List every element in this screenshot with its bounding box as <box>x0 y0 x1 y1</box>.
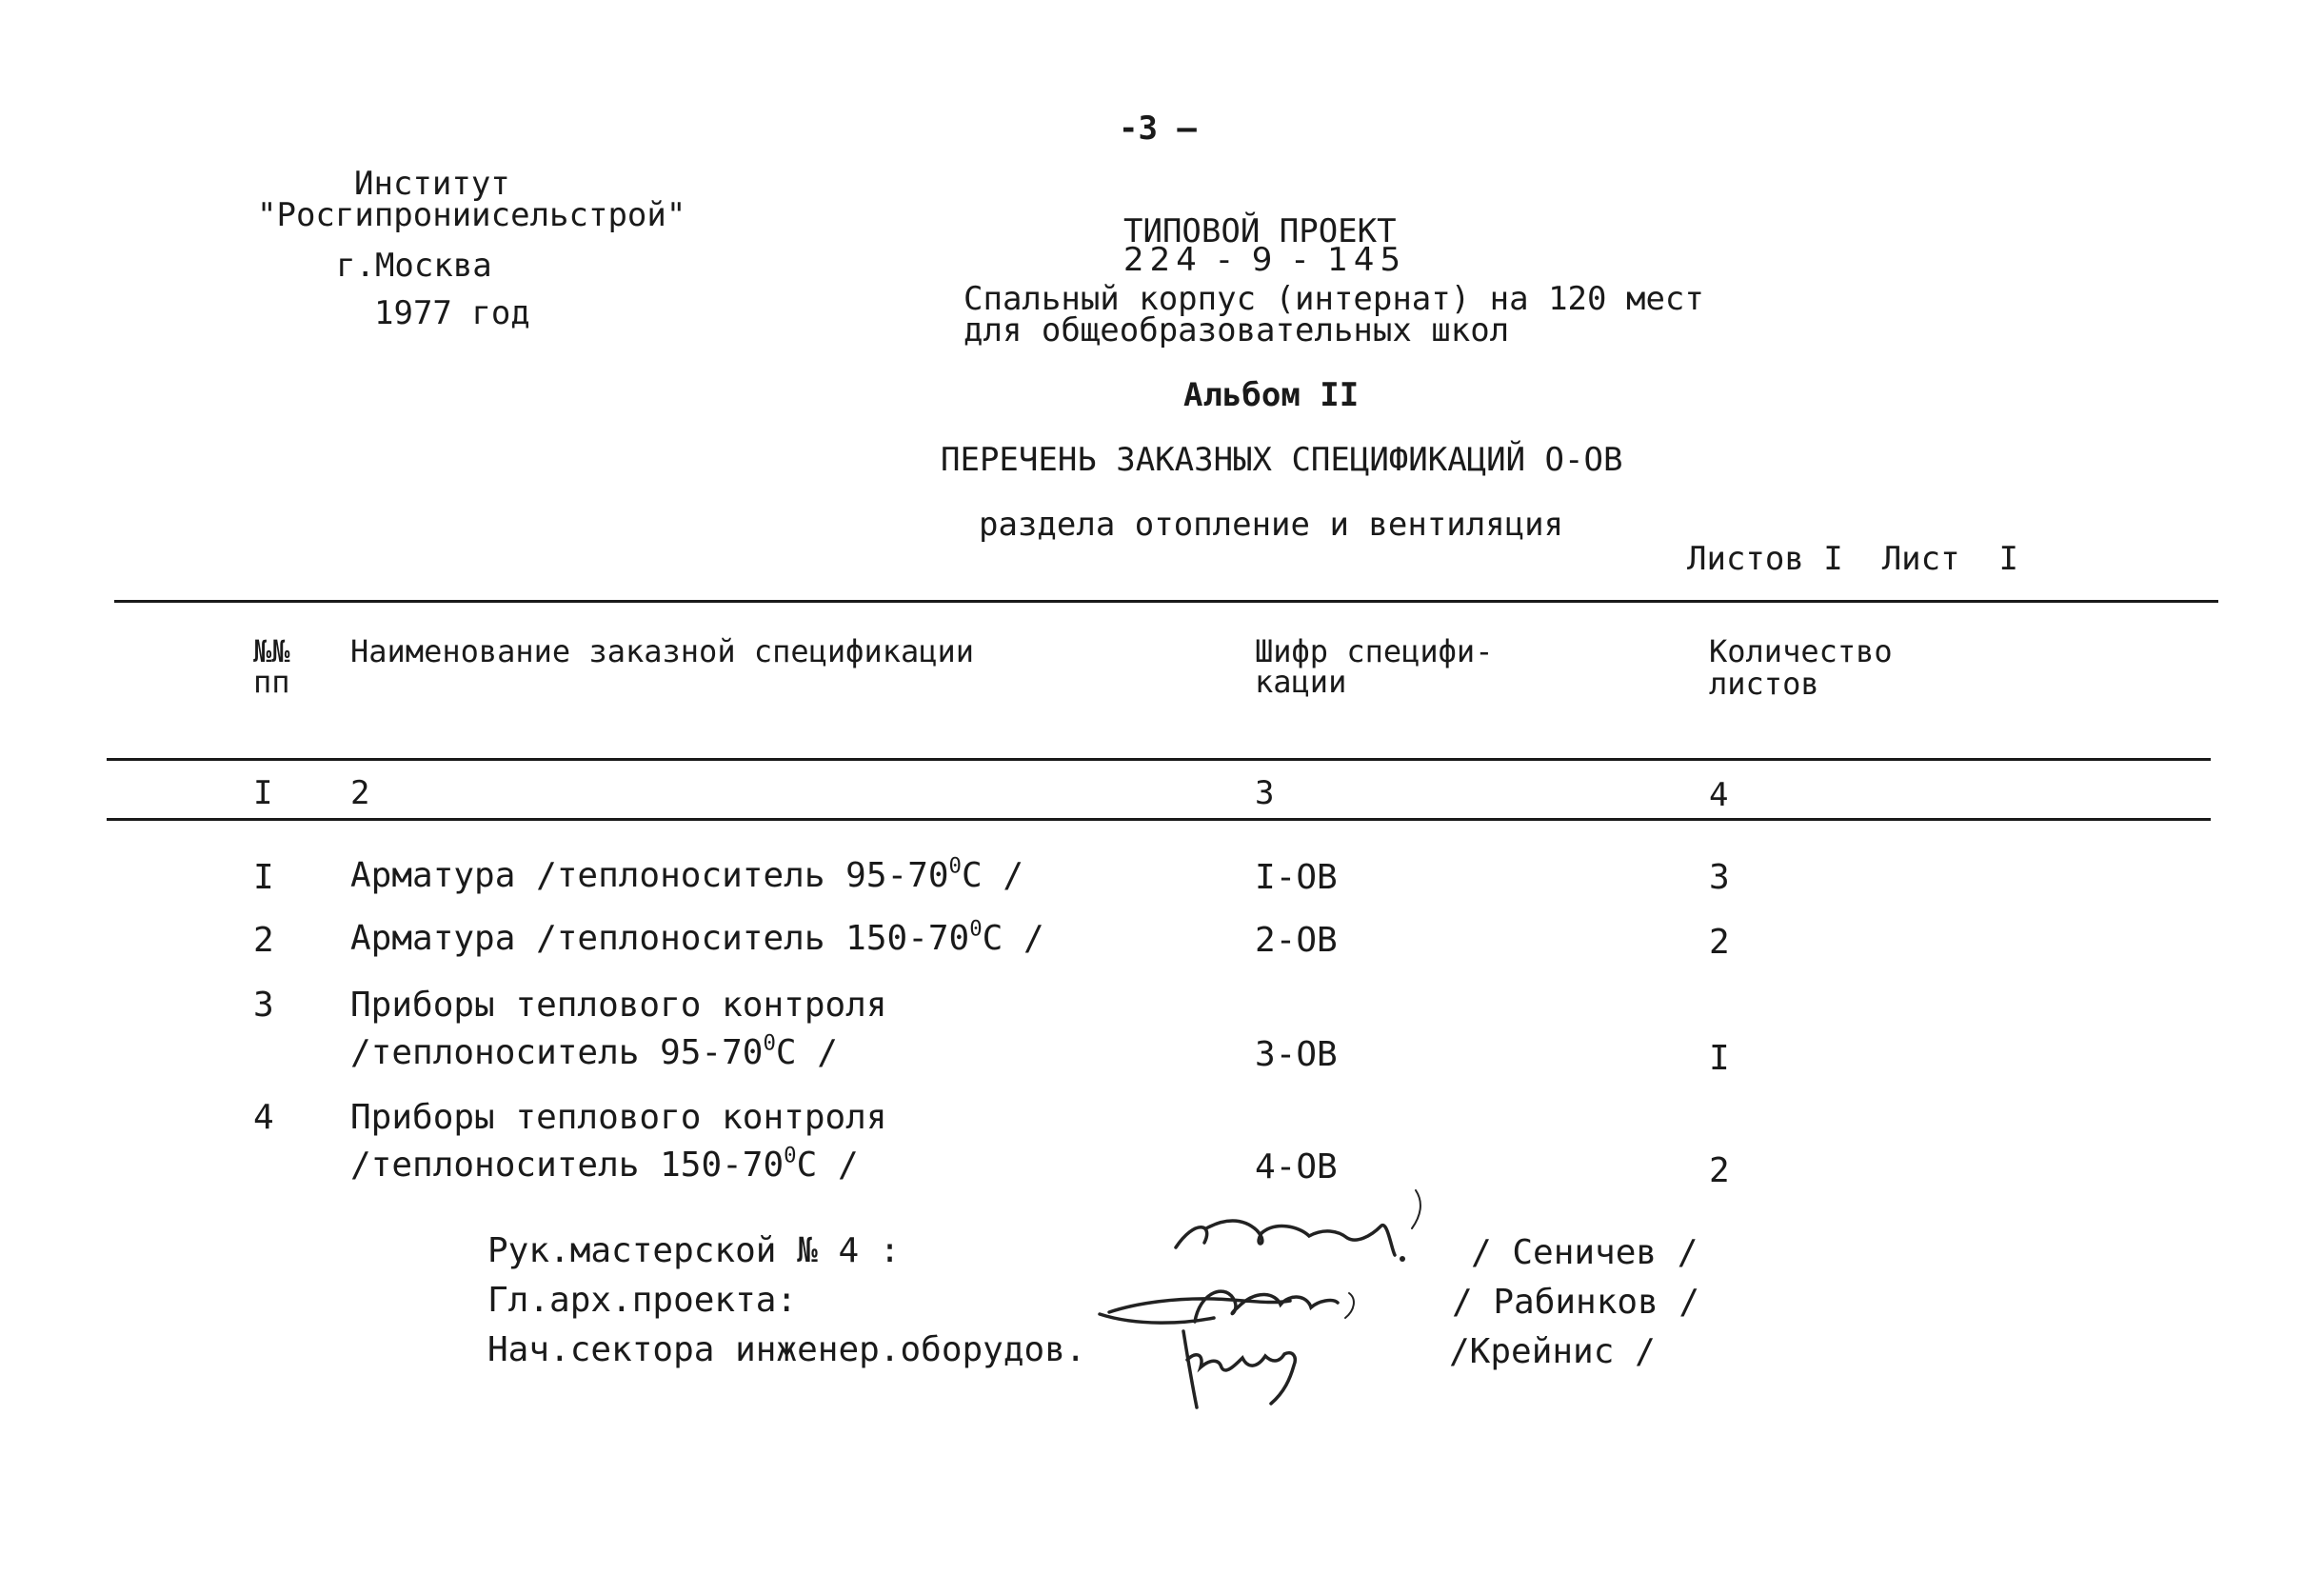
institute-name: Институт <box>354 165 510 203</box>
column-number: 3 <box>1255 774 1275 812</box>
column-numbers-rule <box>107 818 2211 821</box>
header-qty-col-line2: листов <box>1709 666 1819 702</box>
signature-name: / Рабинков / <box>1452 1283 1700 1322</box>
row-name: Приборы теплового контроля <box>350 986 887 1025</box>
project-description-line1: Спальный корпус (интернат) на 120 мест <box>963 280 1704 318</box>
column-number: 2 <box>350 774 370 812</box>
institute-year: 1977 год <box>374 294 530 332</box>
header-number-col-line2: пп <box>253 664 290 700</box>
row-name: Приборы теплового контроля <box>350 1098 887 1137</box>
project-label: ТИПОВОЙ ПРОЕКТ <box>1123 212 1397 250</box>
page-number: -3 – <box>1119 110 1197 148</box>
row-name-continued: /теплоноситель $95-70^0С$ / <box>350 1030 838 1072</box>
row-number: 2 <box>253 921 274 960</box>
row-qty: 2 <box>1709 923 1730 962</box>
row-code: 4-OB <box>1255 1147 1338 1186</box>
row-code: I-OB <box>1255 858 1338 897</box>
document-subtitle: раздела отопление и вентиляция <box>979 506 1564 544</box>
row-name: Арматура /теплоноситель $95-70^0С$ / <box>350 853 1024 895</box>
signature-role: Рук.мастерской № 4 : <box>487 1231 901 1270</box>
column-number: I <box>253 774 273 812</box>
header-code-col-line2: кации <box>1255 664 1347 700</box>
row-name: Арматура /теплоноситель $150-70^0С$ / <box>350 916 1044 958</box>
handwritten-signature-3 <box>1166 1312 1338 1417</box>
row-name-continued: /теплоноситель $150-70^0С$ / <box>350 1143 859 1185</box>
header-qty-col: Количество <box>1709 633 1893 669</box>
header-number-col: №№ <box>253 633 290 669</box>
row-number: 4 <box>253 1098 274 1137</box>
document-title: ПЕРЕЧЕНЬ ЗАКАЗНЫХ СПЕЦИФИКАЦИЙ О-ОВ <box>941 441 1623 479</box>
header-code-col: Шифр специфи- <box>1255 633 1494 669</box>
column-number: 4 <box>1709 776 1729 814</box>
signature-role: Нач.сектора инженер.оборудов. <box>487 1330 1086 1369</box>
institute-full-name: "Росгипрониисельстрой" <box>257 196 686 234</box>
signature-role: Гл.арх.проекта: <box>487 1281 798 1320</box>
row-number: I <box>253 858 274 897</box>
row-qty: 3 <box>1709 858 1730 897</box>
signature-name: /Крейнис / <box>1449 1332 1656 1371</box>
project-description-line2: для общеобразовательных школ <box>963 311 1510 349</box>
row-qty: 2 <box>1709 1151 1730 1190</box>
row-code: 2-OB <box>1255 921 1338 960</box>
header-bottom-rule <box>107 758 2211 761</box>
album-label: Альбом II <box>1183 376 1360 414</box>
row-qty: I <box>1709 1039 1730 1078</box>
institute-city: г.Москва <box>336 247 492 285</box>
header-name-col: Наименование заказной спецификации <box>350 633 975 669</box>
signature-name: / Сеничев / <box>1471 1233 1698 1272</box>
row-number: 3 <box>253 986 274 1025</box>
sheets-info: Листов I Лист I <box>1687 540 2018 578</box>
project-number: 224 - 9 - 145 <box>1123 241 1407 279</box>
table-top-rule <box>114 600 2218 603</box>
row-code: 3-OB <box>1255 1035 1338 1074</box>
